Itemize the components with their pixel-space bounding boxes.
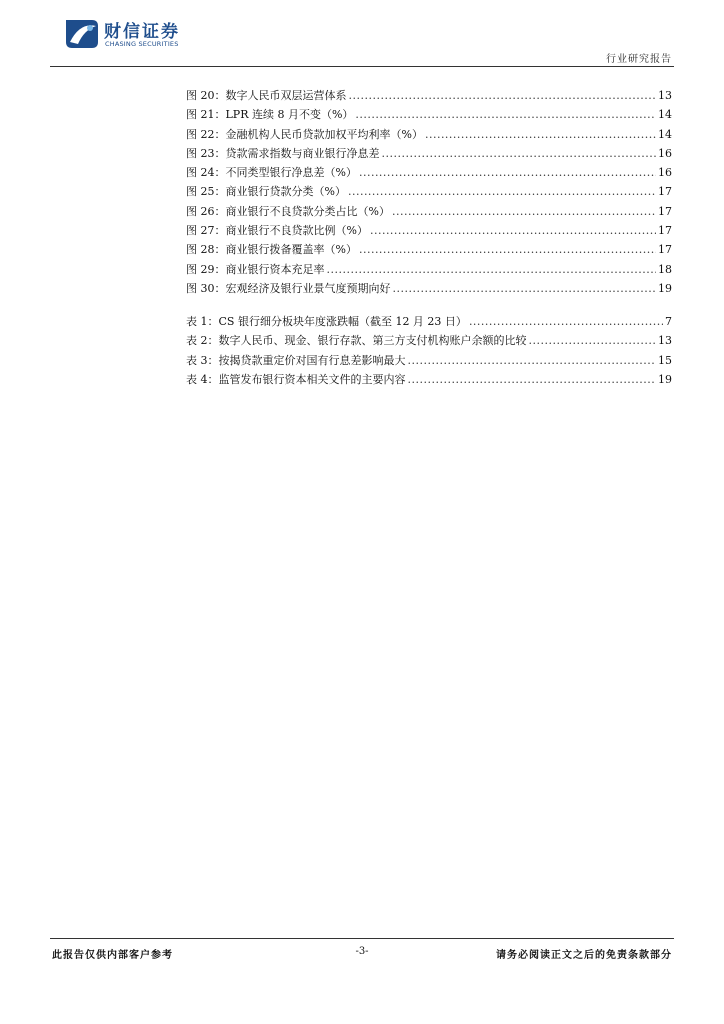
toc-entry[interactable] <box>186 312 672 331</box>
toc-entry[interactable] <box>186 351 672 370</box>
toc-leader-dots <box>408 351 657 370</box>
toc-leader-dots <box>408 370 657 389</box>
header-divider <box>50 66 674 67</box>
toc-entry-page: 7 <box>665 315 672 328</box>
toc-entry-page: 18 <box>658 262 672 276</box>
page-number: -3- <box>355 946 369 957</box>
logo-english-name: CHASING SECURITIES <box>105 40 179 48</box>
toc-entry-page: 14 <box>658 108 672 122</box>
table-index-list <box>186 312 672 389</box>
toc-entry-title: 图 22：金融机构人民币贷款加权平均利率（%） <box>186 127 423 141</box>
company-logo <box>62 16 192 52</box>
toc-leader-dots <box>359 163 656 182</box>
toc-leader-dots <box>382 144 657 163</box>
toc-entry-title: 图 29：商业银行资本充足率 <box>186 262 325 276</box>
toc-leader-dots <box>469 312 663 331</box>
footer-divider <box>50 938 674 939</box>
report-type-label: 行业研究报告 <box>606 54 672 65</box>
toc-entry[interactable] <box>186 105 672 124</box>
toc-entry-title: 图 30：宏观经济及银行业景气度预期向好 <box>186 281 391 295</box>
toc-leader-dots <box>392 202 656 221</box>
toc-entry-title: 图 26：商业银行不良贷款分类占比（%） <box>186 204 390 218</box>
toc-entry-title: 图 20：数字人民币双层运营体系 <box>186 89 347 102</box>
toc-entry[interactable] <box>186 279 672 298</box>
toc-entry[interactable] <box>186 125 672 144</box>
toc-leader-dots <box>355 105 656 124</box>
toc-entry-page: 16 <box>658 166 672 180</box>
toc-entry-page: 14 <box>658 127 672 141</box>
toc-entry-title: 图 27：商业银行不良贷款比例（%） <box>186 224 368 238</box>
toc-leader-dots <box>425 125 656 144</box>
toc-leader-dots <box>348 182 656 201</box>
toc-entry[interactable] <box>186 331 672 350</box>
toc-entry-page: 15 <box>658 353 672 367</box>
toc-entry-page: 17 <box>658 224 672 238</box>
toc-leader-dots <box>370 221 656 240</box>
toc-entry[interactable] <box>186 240 672 259</box>
toc-entry-page: 19 <box>658 372 672 386</box>
toc-entry-page: 17 <box>658 243 672 257</box>
toc-leader-dots <box>529 331 657 350</box>
toc-entry-title: 图 23：贷款需求指数与商业银行净息差 <box>186 146 380 160</box>
toc-leader-dots <box>359 240 656 259</box>
toc-entry-page: 19 <box>658 281 672 295</box>
toc-entry[interactable] <box>186 221 672 240</box>
toc-entry[interactable] <box>186 260 672 279</box>
toc-entry-title: 图 25：商业银行贷款分类（%） <box>186 185 346 199</box>
toc-entry-title: 图 28：商业银行拨备覆盖率（%） <box>186 243 357 257</box>
toc-leader-dots <box>393 279 657 298</box>
toc-entry[interactable] <box>186 202 672 221</box>
toc-entry-title: 图 21：LPR 连续 8 月不变（%） <box>186 108 354 122</box>
footer-notice: 请务必阅读正文之后的免责条款部分 <box>496 950 672 961</box>
toc-entry-page: 17 <box>658 204 672 218</box>
toc-entry-title: 图 24：不同类型银行净息差（%） <box>186 166 357 180</box>
toc-entry-title: 表 2：数字人民币、现金、银行存款、第三方支付机构账户余额的比较 <box>186 334 527 348</box>
toc-entry-page: 17 <box>658 185 672 199</box>
toc-entry-title: 表 4：监管发布银行资本相关文件的主要内容 <box>186 372 406 386</box>
toc-entry-page: 13 <box>658 89 672 102</box>
toc-entry[interactable] <box>186 86 672 105</box>
toc-entry[interactable] <box>186 182 672 201</box>
toc-entry[interactable] <box>186 370 672 389</box>
figure-index-list <box>186 86 672 298</box>
chasing-logo-icon <box>62 16 102 52</box>
footer-disclaimer: 此报告仅供内部客户参考 <box>52 950 173 961</box>
logo-chinese-name: 财信证券 <box>104 22 180 42</box>
toc-entry[interactable] <box>186 144 672 163</box>
toc-entry[interactable] <box>186 163 672 182</box>
toc-entry-page: 13 <box>658 334 672 348</box>
toc-entry-page: 16 <box>658 146 672 160</box>
toc-leader-dots <box>327 260 657 279</box>
toc-entry-title: 表 1：CS 银行细分板块年度涨跌幅（截至 12 月 23 日） <box>186 315 467 328</box>
toc-entry-title: 表 3：按揭贷款重定价对国有行息差影响最大 <box>186 353 406 367</box>
toc-leader-dots <box>349 86 657 105</box>
